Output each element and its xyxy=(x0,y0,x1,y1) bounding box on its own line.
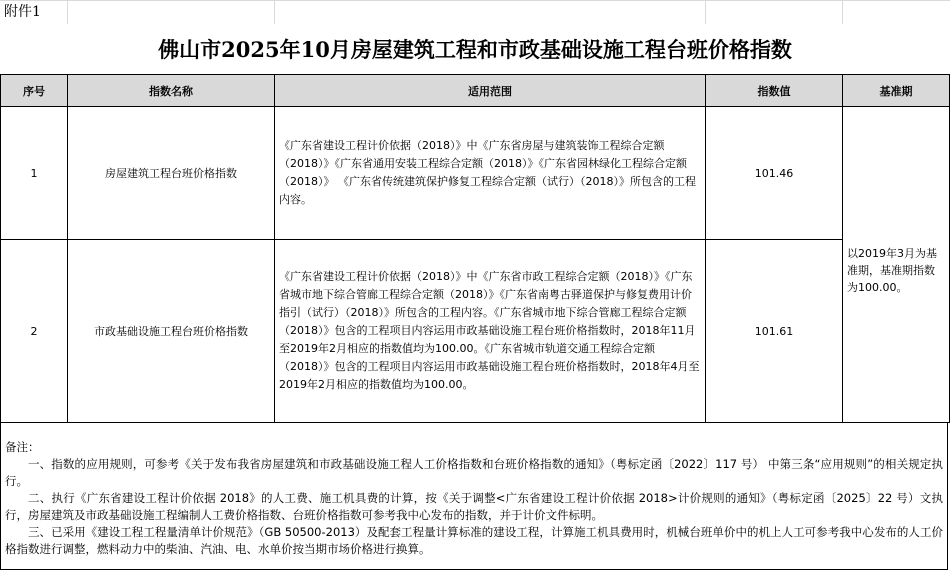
sheet-gridline xyxy=(842,0,843,24)
note-item: 三、已采用《建设工程工程量清单计价规范》（GB 50500-2013）及配套工程量计算标准的建设工程，计算施工机具费用时，机械台班单价中的机上人工可参考我中心发布的人工价格指数进行调整，燃料动力中的柴油、汽油、电、水单价按当期市场价格进行换算。 xyxy=(5,525,943,556)
notes-heading: 备注： xyxy=(5,440,40,454)
row-value: 101.61 xyxy=(706,240,843,423)
row-index-no: 2 xyxy=(1,240,68,423)
row-scope: 《广东省建设工程计价依据（2018）》中《广东省房屋与建筑装饰工程综合定额（2018）》《广东省通用安装工程综合定额（2018）》《广东省园林绿化工程综合定额（2018）》 《广东省传统建筑保护修复工程综合定额（试行）（2018）》所包含的工程内容。 xyxy=(275,107,706,240)
table-row xyxy=(1,107,950,240)
index-table xyxy=(0,74,950,423)
base-period-cell xyxy=(843,107,950,423)
row-scope: 《广东省建设工程计价依据（2018）》中《广东省市政工程综合定额（2018）》《广东省城市地下综合管廊工程综合定额（2018）》《广东省南粤古驿道保护与修复费用计价指引（试行）（2018）》所包含的工程内容。《广东省城市地下综合管廊工程综合定额（2018）》包含的工程项目内容运用市政基础设施工程台班价格指数时，2018年11月至2019年2月相应的指数值均为100.00。《广东省城市轨道交通工程综合定额（2018）》包含的工程项目内容运用市政基础设施工程台班价格指数时，2018年4月至2019年2月相应的指数值均为100.00。 xyxy=(275,240,706,423)
base-period-text: 以2019年3月为基准期，基准期指数为100.00。 xyxy=(847,247,937,294)
note-item: 一、指数的应用规则，可参考《关于发布我省房屋建筑和市政基础设施工程人工价格指数和台班价格指数的通知》（粤标定函〔2022〕117 号） 中第三条“应用规则”的相关规定执行。 xyxy=(5,457,943,488)
header-index-no: 序号 xyxy=(1,75,68,107)
note-item: 二、执行《广东省建设工程计价依据 2018》的人工费、施工机具费的计算，按《关于调整<广东省建设工程计价依据 2018>计价规则的通知》（粤标定函〔2025〕22 号）文执行，房屋建筑及市政基础设施工程编制人工费价格指数、台班价格指数可参考我中心发布的指数，并于计价文件标明。 xyxy=(5,491,943,522)
header-scope: 适用范围 xyxy=(275,75,706,107)
sheet-gridline xyxy=(0,0,950,1)
table-row xyxy=(1,240,950,423)
page-title: 佛山市2025年10月房屋建筑工程和市政基础设施工程台班价格指数 xyxy=(0,24,950,74)
notes-section xyxy=(0,423,948,570)
sheet-gridline xyxy=(274,0,275,24)
header-base-period: 基准期 xyxy=(843,75,950,107)
row-index-no: 1 xyxy=(1,107,68,240)
attachment-label: 附件1 xyxy=(4,4,41,20)
sheet-gridline xyxy=(67,0,68,24)
sheet-gridline xyxy=(705,0,706,24)
header-value: 指数值 xyxy=(706,75,843,107)
row-name: 市政基础设施工程台班价格指数 xyxy=(68,240,275,423)
row-name: 房屋建筑工程台班价格指数 xyxy=(68,107,275,240)
header-name: 指数名称 xyxy=(68,75,275,107)
row-value: 101.46 xyxy=(706,107,843,240)
table-header-row xyxy=(1,75,950,107)
